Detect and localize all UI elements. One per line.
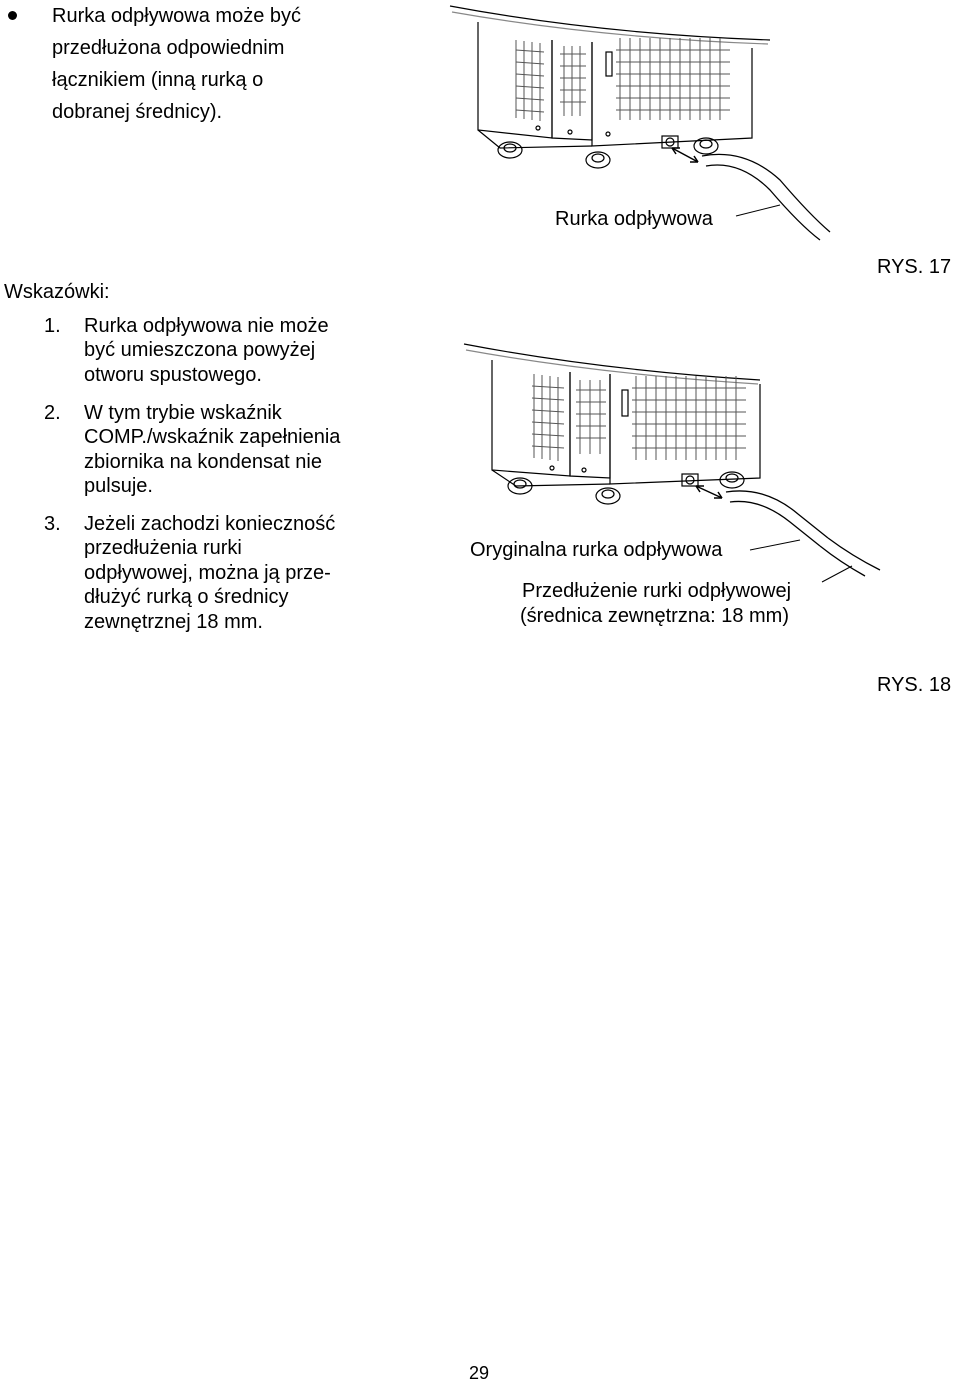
tip-line: być umieszczona powyżej xyxy=(84,339,316,362)
tip-body xyxy=(84,314,329,387)
tip-number: 3. xyxy=(44,513,61,535)
tip-line: odpływowej, można ją prze- xyxy=(84,561,331,584)
page-number: 29 xyxy=(469,1363,490,1383)
intro-line: dobranej średnicy). xyxy=(52,101,223,123)
fig17-hose-label: Rurka odpływowa xyxy=(555,208,713,230)
tip-item-3 xyxy=(0,512,440,637)
intro-line: Rurka odpływowa może być xyxy=(52,5,301,27)
intro-line: przedłużona odpowiednim xyxy=(52,37,285,59)
tip-line: przedłużenia rurki xyxy=(84,537,242,560)
fig18-extension-label-1: Przedłużenie rurki odpływowej xyxy=(522,580,792,602)
fig18-original-label: Oryginalna rurka odpływowa xyxy=(470,539,723,561)
tip-number: 2. xyxy=(44,402,61,424)
intro-bullet-text xyxy=(52,0,301,128)
tip-body xyxy=(84,512,335,634)
tip-line: W tym trybie wskaźnik xyxy=(84,402,282,424)
intro-bullet xyxy=(0,0,440,130)
tip-item-1 xyxy=(0,314,440,394)
tip-line: zbiornika na kondensat nie xyxy=(84,450,322,473)
fig18-extension-label-2: (średnica zewnętrzna: 18 mm) xyxy=(520,605,789,627)
tip-number: 1. xyxy=(44,315,61,337)
tip-item-2 xyxy=(0,401,440,501)
intro-line: łącznikiem (inną rurką o xyxy=(52,69,264,91)
bullet-dot-icon xyxy=(8,11,17,20)
tips-heading: Wskazówki: xyxy=(4,281,110,303)
fig18-caption: RYS. 18 xyxy=(877,674,952,696)
fig17-caption: RYS. 17 xyxy=(877,256,952,278)
tip-line: otworu spustowego. xyxy=(84,363,262,386)
figure-18-illustration xyxy=(460,330,900,610)
tip-line: dłużyć rurką o średnicy xyxy=(84,586,289,609)
tip-line: pulsuje. xyxy=(84,475,153,498)
tip-body xyxy=(84,401,340,499)
tip-line: zewnętrznej 18 mm. xyxy=(84,610,263,633)
tip-line: Jeżeli zachodzi konieczność xyxy=(84,513,336,535)
tip-line: Rurka odpływowa nie może xyxy=(84,315,329,337)
tip-line: COMP./wskaźnik zapełnienia xyxy=(84,426,341,449)
